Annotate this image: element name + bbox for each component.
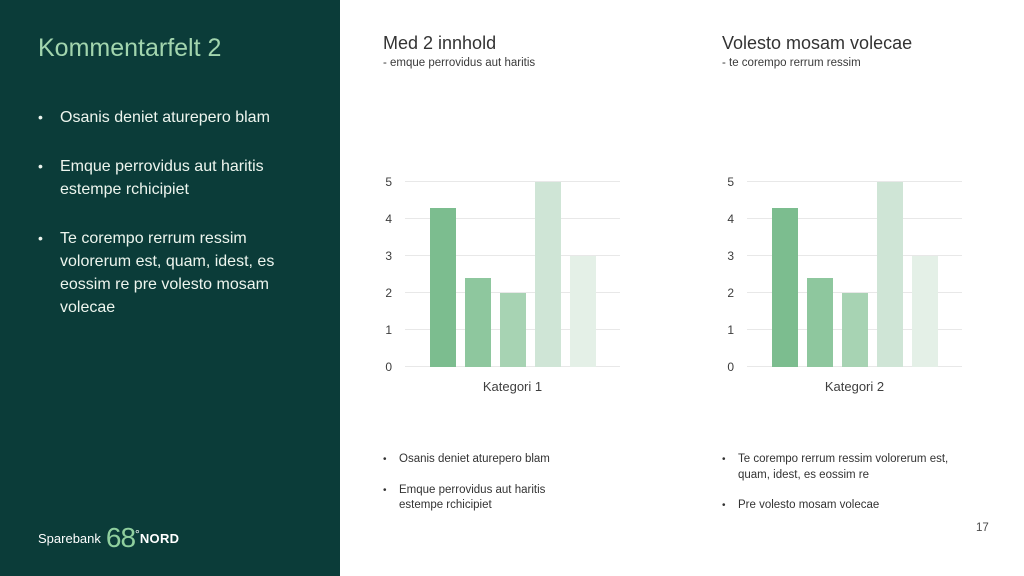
bars-group — [747, 182, 962, 367]
sidebar-bullet-text: Osanis deniet aturepero blam — [60, 109, 270, 126]
left-panel-title: Med 2 innhold — [383, 33, 497, 53]
y-axis-tick-label: 4 — [385, 212, 392, 226]
note-item — [722, 498, 982, 514]
logo-text-sparebank: Sparebank — [38, 530, 101, 546]
x-axis-label: Kategori 2 — [824, 379, 885, 394]
bar — [430, 208, 456, 367]
bullet-icon: • — [38, 158, 43, 174]
bar-chart-right — [727, 175, 962, 394]
bar — [465, 278, 491, 367]
bullet-icon: • — [722, 454, 726, 465]
logo-number-68: 68 — [105, 522, 136, 554]
bar — [842, 293, 868, 367]
y-axis-tick-label: 5 — [727, 175, 734, 189]
logo-degree-icon: ° — [135, 527, 140, 542]
y-axis-tick-label: 4 — [727, 212, 734, 226]
sparebank-68-nord-logo — [38, 522, 180, 554]
bar — [772, 208, 798, 367]
left-panel-subtitle: - emque perrovidus aut haritis — [383, 56, 536, 69]
note-item — [383, 483, 593, 514]
y-axis-tick-label: 0 — [385, 360, 392, 374]
bar — [912, 256, 938, 367]
bullet-icon: • — [383, 484, 387, 496]
y-axis-tick-label: 3 — [727, 249, 734, 263]
left-panel-header — [383, 33, 683, 69]
y-axis-tick-label: 2 — [727, 286, 734, 300]
sidebar-bullet-item — [38, 106, 288, 129]
sidebar-bullet-item — [38, 227, 288, 319]
y-axis-tick-label: 1 — [385, 323, 392, 337]
y-axis-tick-label: 5 — [385, 175, 392, 189]
bullet-icon: • — [38, 230, 43, 246]
note-text: Pre volesto mosam volecae — [738, 499, 880, 511]
y-axis-tick-label: 0 — [727, 360, 734, 374]
note-text: Te corempo rerrum ressim volorerum est, quam, idest, es eossim re — [738, 453, 949, 481]
y-axis-tick-label: 1 — [727, 323, 734, 337]
slide-title: Kommentarfelt 2 — [38, 34, 222, 62]
right-note-list — [722, 452, 982, 529]
bar — [877, 182, 903, 367]
note-text: Osanis deniet aturepero blam — [399, 453, 550, 465]
right-panel-header — [722, 33, 1022, 69]
bar — [570, 256, 596, 367]
right-panel-title: Volesto mosam volecae — [722, 33, 913, 53]
y-axis-tick-label: 2 — [385, 286, 392, 300]
bar-chart-left — [385, 175, 620, 394]
bar — [535, 182, 561, 367]
sidebar-bullet-text: Emque perrovidus aut haritis estempe rchicipiet — [60, 158, 264, 198]
logo-text-nord: NORD — [139, 530, 180, 546]
note-text: Emque perrovidus aut haritis estempe rchicipiet — [399, 483, 546, 511]
chart-plot — [385, 175, 620, 374]
sidebar-bullet-item — [38, 155, 288, 201]
bars-group — [405, 182, 620, 367]
page-number: 17 — [976, 522, 989, 534]
y-axis-tick-label: 3 — [385, 249, 392, 263]
bullet-icon: • — [38, 109, 43, 125]
sidebar-bullet-text: Te corempo rerrum ressim volorerum est, quam, idest, es eossim re pre volesto mosam volecae — [60, 230, 275, 316]
chart-plot — [727, 175, 962, 374]
sidebar-bullet-list — [38, 106, 288, 345]
bar — [500, 293, 526, 367]
bullet-icon: • — [722, 500, 726, 511]
sidebar — [0, 0, 340, 576]
right-panel-subtitle: - te corempo rerrum ressim — [722, 56, 861, 69]
bullet-icon: • — [383, 454, 387, 465]
bar — [807, 278, 833, 367]
x-axis-label: Kategori 1 — [482, 379, 543, 394]
left-note-list — [383, 452, 593, 529]
note-item — [722, 452, 982, 483]
note-item — [383, 452, 593, 468]
